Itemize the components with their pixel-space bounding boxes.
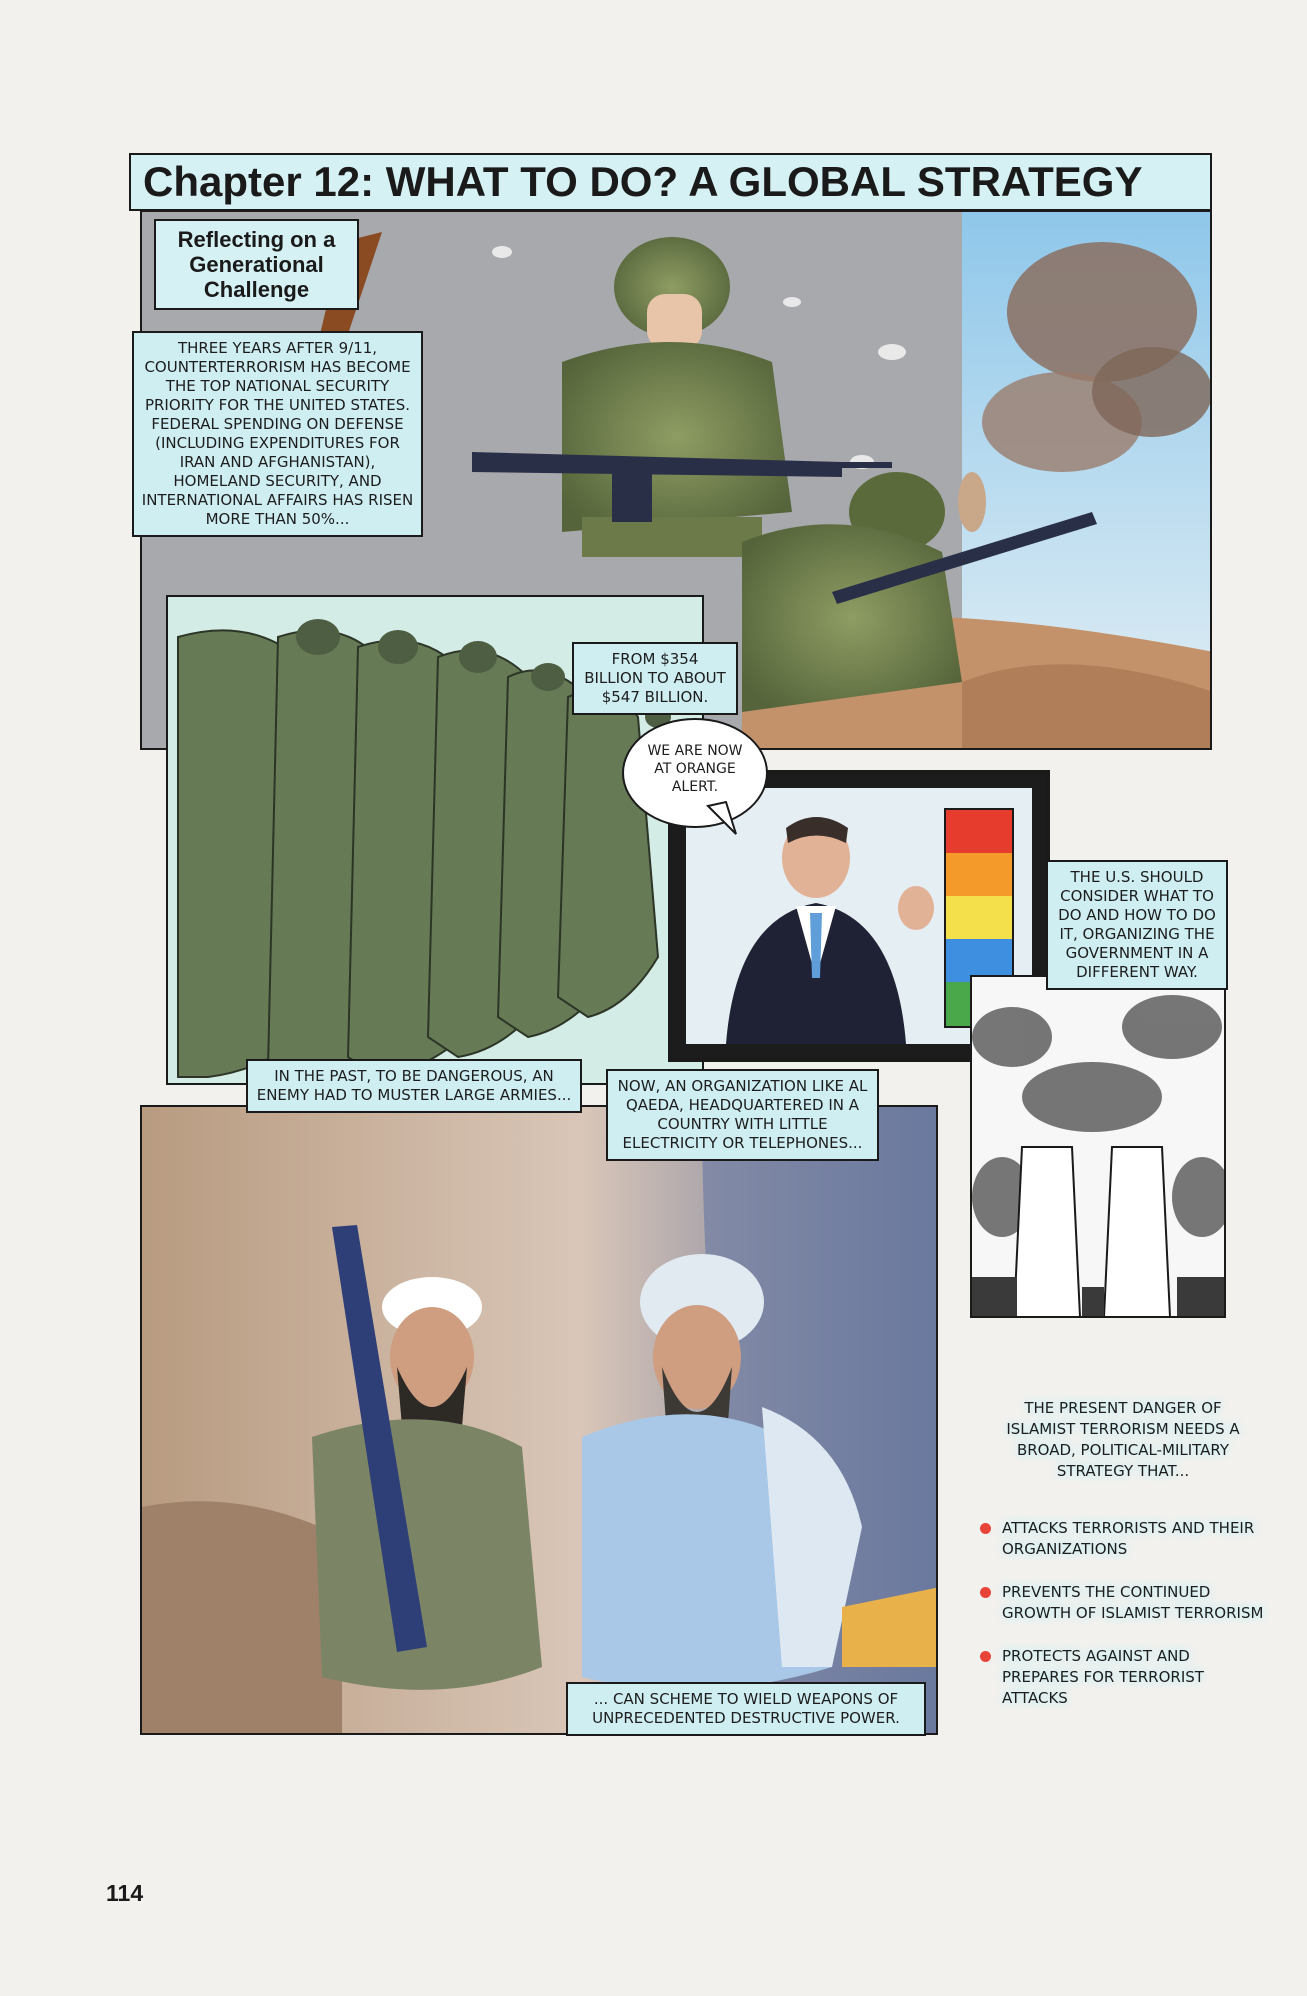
alert-level-yellow (946, 896, 1012, 939)
cave-meeting-panel (140, 1105, 938, 1735)
page-number: 114 (106, 1880, 144, 1906)
caption-now: NOW, AN ORGANIZATION LIKE AL QAEDA, HEADQUARTERED IN A COUNTRY WITH LITTLE ELECTRICITY OR TELEPHONES... (606, 1069, 879, 1161)
cave-meeting-illustration (142, 1107, 938, 1735)
strategy-item-protects: PROTECTS AGAINST AND PREPARES FOR TERRORIST ATTACKS (980, 1646, 1270, 1709)
section-subtitle: Reflecting on a Generational Challenge (154, 219, 359, 310)
caption-spending: FROM $354 BILLION TO ABOUT $547 BILLION. (572, 642, 738, 715)
alert-level-red (946, 810, 1012, 853)
speech-bubble-tail (706, 800, 746, 840)
strategy-intro: THE PRESENT DANGER OF ISLAMIST TERRORISM NEEDS A BROAD, POLITICAL-MILITARY STRATEGY THAT... (1006, 1399, 1240, 1480)
caption-us-should: THE U.S. SHOULD CONSIDER WHAT TO DO AND HOW TO DO IT, ORGANIZING THE GOVERNMENT IN A DIFFERENT WAY. (1046, 860, 1228, 990)
caption-intro: THREE YEARS AFTER 9/11, COUNTERTERRORISM HAS BECOME THE TOP NATIONAL SECURITY PRIORITY FOR THE UNITED STATES. FEDERAL SPENDING ON DEFENSE (INCLUDING EXPENDITURES FOR IRAN AND AFGHANISTAN), HOMELAND SECURITY, AND INTERNATIONAL AFFAIRS HAS RISEN MORE THAN 50%... (132, 331, 423, 537)
caption-past: IN THE PAST, TO BE DANGEROUS, AN ENEMY HAD TO MUSTER LARGE ARMIES... (246, 1059, 582, 1113)
caption-scheme: ... CAN SCHEME TO WIELD WEAPONS OF UNPRECEDENTED DESTRUCTIVE POWER. (566, 1682, 926, 1736)
smokestacks-panel (970, 975, 1226, 1318)
strategy-item-prevents: PREVENTS THE CONTINUED GROWTH OF ISLAMIST TERRORISM (980, 1582, 1270, 1624)
strategy-list (980, 1518, 1270, 1709)
alert-level-orange (946, 853, 1012, 896)
speech-bubble-orange-alert: WE ARE NOW AT ORANGE ALERT. (622, 718, 768, 828)
strategy-item-attacks: ATTACKS TERRORISTS AND THEIR ORGANIZATIONS (980, 1518, 1270, 1560)
chapter-title: Chapter 12: WHAT TO DO? A GLOBAL STRATEGY (129, 153, 1212, 211)
smokestacks-illustration (972, 977, 1226, 1318)
